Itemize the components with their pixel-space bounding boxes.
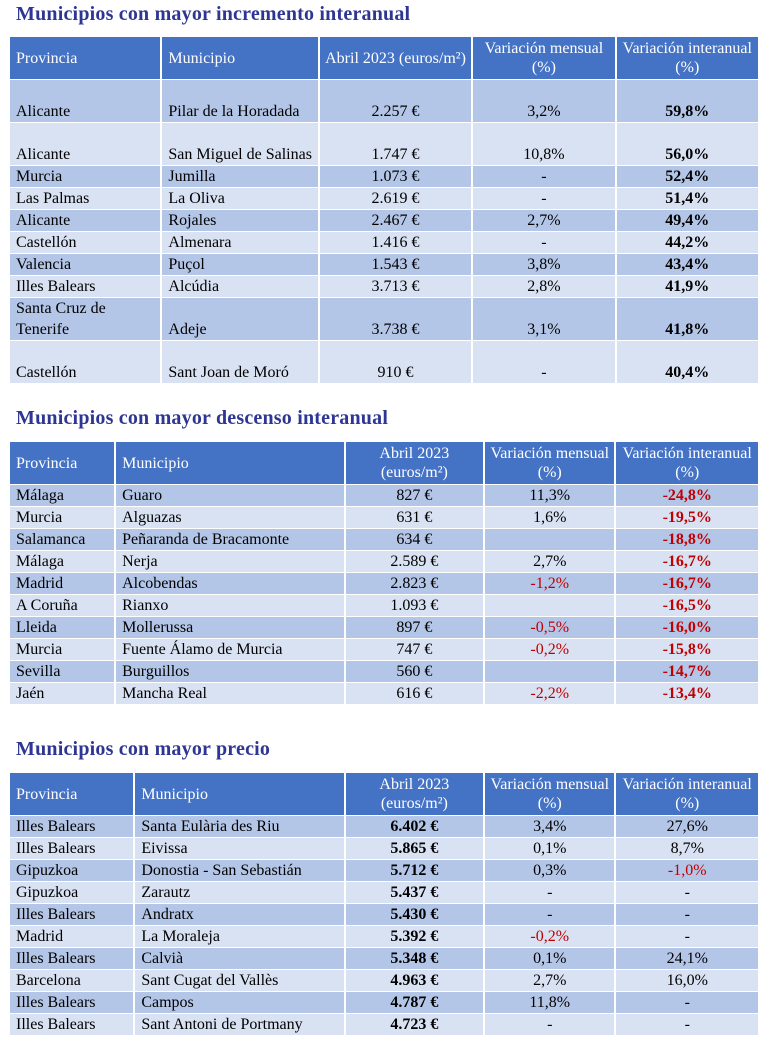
table-row xyxy=(10,80,758,122)
table-row xyxy=(10,639,758,660)
cell-precio: 1.416 € xyxy=(320,232,471,253)
cell-provincia: Murcia xyxy=(10,507,114,528)
cell-variacion-interanual: 8,7% xyxy=(616,838,758,859)
cell-municipio: Eivissa xyxy=(135,838,343,859)
cell-variacion-mensual xyxy=(485,595,614,616)
cell-precio: 910 € xyxy=(320,341,471,383)
cell-provincia: Castellón xyxy=(10,341,160,383)
table-row xyxy=(10,1014,758,1035)
header-municipio: Municipio xyxy=(116,442,343,484)
header-mensual: Variación mensual (%) xyxy=(485,773,614,815)
cell-variacion-interanual: 59,8% xyxy=(617,80,758,122)
cell-provincia: Alicante xyxy=(10,123,160,165)
cell-variacion-mensual: 1,6% xyxy=(485,507,614,528)
cell-provincia: Lleida xyxy=(10,617,114,638)
cell-municipio: Puçol xyxy=(162,254,317,275)
cell-variacion-interanual: -24,8% xyxy=(616,485,758,506)
cell-municipio: La Oliva xyxy=(162,188,317,209)
cell-variacion-mensual: 2,7% xyxy=(485,970,614,991)
table-row xyxy=(10,485,758,506)
cell-precio: 5.392 € xyxy=(346,926,483,947)
cell-municipio: Guaro xyxy=(116,485,343,506)
cell-precio: 4.723 € xyxy=(346,1014,483,1035)
table-row xyxy=(10,970,758,991)
cell-precio: 1.073 € xyxy=(320,166,471,187)
section-title-descenso: Municipios con mayor descenso interanual xyxy=(16,407,389,429)
cell-variacion-mensual: - xyxy=(485,904,614,925)
cell-municipio: Alguazas xyxy=(116,507,343,528)
cell-variacion-interanual: 44,2% xyxy=(617,232,758,253)
table-row xyxy=(10,904,758,925)
table-descenso xyxy=(8,441,760,705)
table-row xyxy=(10,276,758,297)
cell-variacion-interanual: - xyxy=(616,882,758,903)
cell-municipio: Campos xyxy=(135,992,343,1013)
table-row xyxy=(10,661,758,682)
table-row xyxy=(10,926,758,947)
cell-municipio: Almenara xyxy=(162,232,317,253)
cell-variacion-mensual: 3,1% xyxy=(473,298,614,340)
cell-municipio: Mollerussa xyxy=(116,617,343,638)
section-title-incremento: Municipios con mayor incremento interanual xyxy=(16,3,411,25)
cell-precio: 4.787 € xyxy=(346,992,483,1013)
header-mensual: Variación mensual (%) xyxy=(473,37,614,79)
cell-variacion-mensual: 11,8% xyxy=(485,992,614,1013)
cell-precio: 2.823 € xyxy=(346,573,483,594)
cell-precio: 560 € xyxy=(346,661,483,682)
cell-municipio: Calvià xyxy=(135,948,343,969)
header-interanual: Variación interanual (%) xyxy=(616,442,758,484)
cell-municipio: Mancha Real xyxy=(116,683,343,704)
cell-precio: 631 € xyxy=(346,507,483,528)
cell-variacion-interanual: 27,6% xyxy=(616,816,758,837)
cell-variacion-mensual: 11,3% xyxy=(485,485,614,506)
header-municipio: Municipio xyxy=(135,773,343,815)
cell-variacion-mensual: 2,7% xyxy=(485,551,614,572)
table-row xyxy=(10,507,758,528)
cell-precio: 1.093 € xyxy=(346,595,483,616)
cell-variacion-interanual: -14,7% xyxy=(616,661,758,682)
cell-provincia: Barcelona xyxy=(10,970,133,991)
cell-precio: 5.437 € xyxy=(346,882,483,903)
table-row xyxy=(10,188,758,209)
cell-provincia: Gipuzkoa xyxy=(10,882,133,903)
cell-municipio: Rianxo xyxy=(116,595,343,616)
cell-precio: 2.619 € xyxy=(320,188,471,209)
cell-variacion-mensual: 2,7% xyxy=(473,210,614,231)
table-row xyxy=(10,595,758,616)
header-provincia: Provincia xyxy=(10,773,133,815)
table-row xyxy=(10,992,758,1013)
cell-variacion-mensual: 3,2% xyxy=(473,80,614,122)
cell-precio: 5.865 € xyxy=(346,838,483,859)
cell-municipio: Pilar de la Horadada xyxy=(162,80,317,122)
cell-variacion-mensual: - xyxy=(473,166,614,187)
cell-precio: 5.712 € xyxy=(346,860,483,881)
cell-municipio: Sant Joan de Moró xyxy=(162,341,317,383)
cell-variacion-mensual: - xyxy=(473,188,614,209)
cell-provincia: Illes Balears xyxy=(10,276,160,297)
table-row xyxy=(10,573,758,594)
cell-variacion-interanual: -16,7% xyxy=(616,573,758,594)
cell-variacion-mensual: - xyxy=(473,341,614,383)
cell-provincia: Salamanca xyxy=(10,529,114,550)
cell-variacion-mensual: 0,1% xyxy=(485,948,614,969)
header-interanual: Variación interanual (%) xyxy=(616,773,758,815)
section-title-precio: Municipios con mayor precio xyxy=(16,738,271,760)
cell-variacion-interanual: 41,9% xyxy=(617,276,758,297)
cell-variacion-mensual: - xyxy=(473,232,614,253)
table-row xyxy=(10,860,758,881)
cell-variacion-interanual: 51,4% xyxy=(617,188,758,209)
cell-provincia: Málaga xyxy=(10,551,114,572)
cell-variacion-interanual: 41,8% xyxy=(617,298,758,340)
cell-variacion-interanual: -16,5% xyxy=(616,595,758,616)
cell-provincia: Alicante xyxy=(10,80,160,122)
cell-municipio: Zarautz xyxy=(135,882,343,903)
cell-precio: 897 € xyxy=(346,617,483,638)
cell-municipio: Donostia - San Sebastián xyxy=(135,860,343,881)
header-municipio: Municipio xyxy=(162,37,317,79)
table-row xyxy=(10,551,758,572)
cell-municipio: Nerja xyxy=(116,551,343,572)
cell-variacion-interanual: - xyxy=(616,904,758,925)
cell-municipio: Burguillos xyxy=(116,661,343,682)
cell-municipio: Sant Antoni de Portmany xyxy=(135,1014,343,1035)
cell-precio: 616 € xyxy=(346,683,483,704)
cell-provincia: Jaén xyxy=(10,683,114,704)
cell-variacion-mensual xyxy=(485,661,614,682)
cell-provincia: Illes Balears xyxy=(10,992,133,1013)
table-row xyxy=(10,254,758,275)
cell-variacion-interanual: 24,1% xyxy=(616,948,758,969)
cell-variacion-mensual: 3,4% xyxy=(485,816,614,837)
cell-variacion-interanual: -19,5% xyxy=(616,507,758,528)
cell-variacion-mensual: -0,2% xyxy=(485,639,614,660)
cell-variacion-interanual: -18,8% xyxy=(616,529,758,550)
cell-municipio: Peñaranda de Bracamonte xyxy=(116,529,343,550)
cell-municipio: Jumilla xyxy=(162,166,317,187)
table-row xyxy=(10,166,758,187)
cell-variacion-mensual: - xyxy=(485,1014,614,1035)
cell-provincia: Málaga xyxy=(10,485,114,506)
cell-variacion-mensual: 0,1% xyxy=(485,838,614,859)
cell-municipio: Sant Cugat del Vallès xyxy=(135,970,343,991)
cell-variacion-interanual: -15,8% xyxy=(616,639,758,660)
cell-precio: 827 € xyxy=(346,485,483,506)
cell-variacion-interanual: 49,4% xyxy=(617,210,758,231)
cell-precio: 3.713 € xyxy=(320,276,471,297)
cell-provincia: Murcia xyxy=(10,639,114,660)
cell-precio: 5.348 € xyxy=(346,948,483,969)
cell-precio: 634 € xyxy=(346,529,483,550)
cell-variacion-interanual: -16,0% xyxy=(616,617,758,638)
cell-precio: 4.963 € xyxy=(346,970,483,991)
header-mensual: Variación mensual (%) xyxy=(485,442,614,484)
header-precio: Abril 2023 (euros/m²) xyxy=(346,442,483,484)
cell-provincia: Gipuzkoa xyxy=(10,860,133,881)
table-precio xyxy=(8,772,760,1036)
table-row xyxy=(10,341,758,383)
cell-municipio: La Moraleja xyxy=(135,926,343,947)
cell-variacion-mensual: 10,8% xyxy=(473,123,614,165)
table-row xyxy=(10,123,758,165)
cell-provincia: Valencia xyxy=(10,254,160,275)
cell-precio: 5.430 € xyxy=(346,904,483,925)
table-row xyxy=(10,298,758,340)
cell-precio: 6.402 € xyxy=(346,816,483,837)
cell-variacion-mensual xyxy=(485,529,614,550)
cell-municipio: Alcúdia xyxy=(162,276,317,297)
cell-variacion-interanual: -13,4% xyxy=(616,683,758,704)
header-precio: Abril 2023 (euros/m²) xyxy=(320,37,471,79)
cell-precio: 3.738 € xyxy=(320,298,471,340)
table-row xyxy=(10,816,758,837)
cell-precio: 747 € xyxy=(346,639,483,660)
table-row xyxy=(10,210,758,231)
cell-provincia: Madrid xyxy=(10,573,114,594)
cell-precio: 1.747 € xyxy=(320,123,471,165)
cell-provincia: Santa Cruz de Tenerife xyxy=(10,298,160,340)
cell-provincia: Las Palmas xyxy=(10,188,160,209)
cell-variacion-mensual: - xyxy=(485,882,614,903)
cell-municipio: Fuente Álamo de Murcia xyxy=(116,639,343,660)
cell-variacion-interanual: -16,7% xyxy=(616,551,758,572)
table-incremento xyxy=(8,36,760,384)
cell-variacion-interanual: - xyxy=(616,926,758,947)
cell-variacion-mensual: -2,2% xyxy=(485,683,614,704)
cell-variacion-mensual: 2,8% xyxy=(473,276,614,297)
cell-provincia: Murcia xyxy=(10,166,160,187)
cell-variacion-mensual: -1,2% xyxy=(485,573,614,594)
cell-variacion-interanual: -1,0% xyxy=(616,860,758,881)
cell-municipio: Andratx xyxy=(135,904,343,925)
cell-variacion-interanual: 16,0% xyxy=(616,970,758,991)
table-row xyxy=(10,232,758,253)
cell-provincia: Illes Balears xyxy=(10,838,133,859)
cell-variacion-interanual: 40,4% xyxy=(617,341,758,383)
header-precio: Abril 2023 (euros/m²) xyxy=(346,773,483,815)
header-interanual: Variación interanual (%) xyxy=(617,37,758,79)
cell-provincia: Illes Balears xyxy=(10,816,133,837)
cell-municipio: Adeje xyxy=(162,298,317,340)
cell-variacion-mensual: -0,2% xyxy=(485,926,614,947)
cell-variacion-interanual: 43,4% xyxy=(617,254,758,275)
cell-provincia: Madrid xyxy=(10,926,133,947)
table-row xyxy=(10,529,758,550)
cell-provincia: Illes Balears xyxy=(10,1014,133,1035)
cell-provincia: Castellón xyxy=(10,232,160,253)
table-row xyxy=(10,882,758,903)
cell-variacion-interanual: 56,0% xyxy=(617,123,758,165)
cell-provincia: Illes Balears xyxy=(10,948,133,969)
table-row xyxy=(10,683,758,704)
cell-municipio: Alcobendas xyxy=(116,573,343,594)
cell-variacion-mensual: 3,8% xyxy=(473,254,614,275)
cell-variacion-mensual: 0,3% xyxy=(485,860,614,881)
table-row xyxy=(10,617,758,638)
cell-precio: 2.257 € xyxy=(320,80,471,122)
cell-precio: 2.467 € xyxy=(320,210,471,231)
cell-variacion-mensual: -0,5% xyxy=(485,617,614,638)
cell-precio: 2.589 € xyxy=(346,551,483,572)
cell-provincia: Illes Balears xyxy=(10,904,133,925)
cell-provincia: Sevilla xyxy=(10,661,114,682)
cell-municipio: Rojales xyxy=(162,210,317,231)
table-row xyxy=(10,838,758,859)
table-row xyxy=(10,948,758,969)
cell-provincia: A Coruña xyxy=(10,595,114,616)
cell-variacion-interanual: 52,4% xyxy=(617,166,758,187)
cell-variacion-interanual: - xyxy=(616,992,758,1013)
cell-municipio: San Miguel de Salinas xyxy=(162,123,317,165)
cell-variacion-interanual: - xyxy=(616,1014,758,1035)
header-provincia: Provincia xyxy=(10,442,114,484)
cell-precio: 1.543 € xyxy=(320,254,471,275)
cell-municipio: Santa Eulària des Riu xyxy=(135,816,343,837)
cell-provincia: Alicante xyxy=(10,210,160,231)
header-provincia: Provincia xyxy=(10,37,160,79)
